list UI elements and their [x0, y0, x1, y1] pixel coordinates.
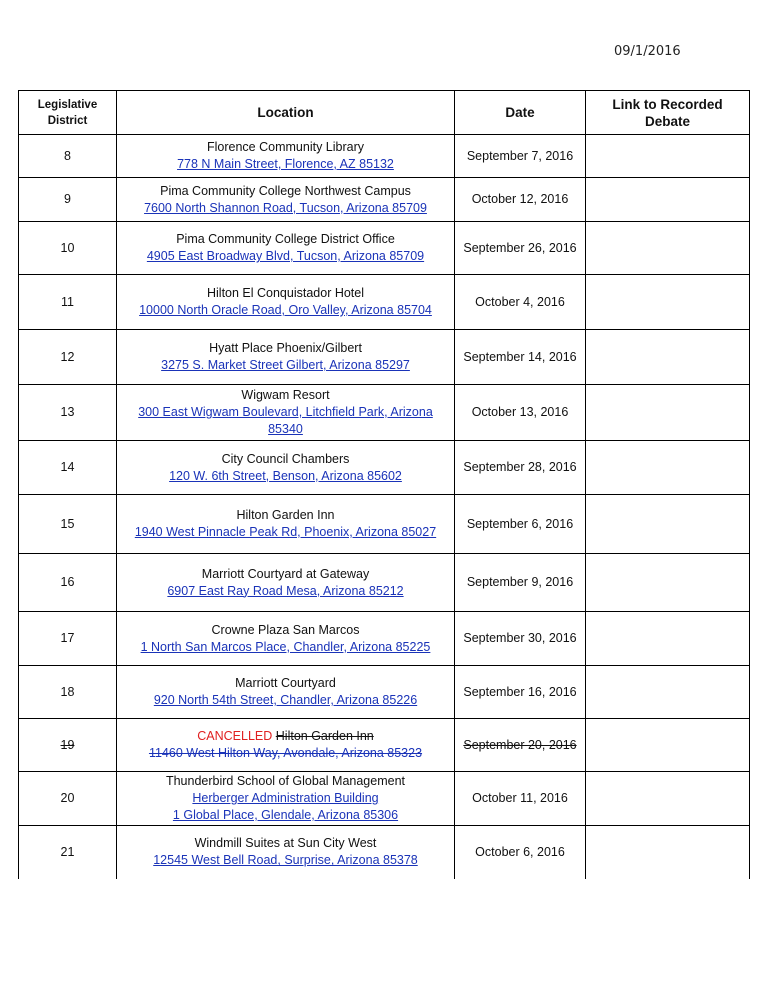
debate-schedule-table [18, 90, 750, 879]
location-cell [117, 826, 455, 879]
table-header-row [19, 91, 750, 135]
date-cell: October 13, 2016 [455, 385, 586, 441]
table-row [19, 441, 750, 495]
date-cell: September 7, 2016 [455, 135, 586, 178]
district-cell: 18 [19, 666, 117, 719]
district-cell: 20 [19, 772, 117, 826]
date-cell: September 26, 2016 [455, 222, 586, 275]
location-cell [117, 666, 455, 719]
district-cell: 14 [19, 441, 117, 495]
link-cell [586, 772, 750, 826]
date-cell: October 12, 2016 [455, 178, 586, 222]
district-cell: 11 [19, 275, 117, 330]
district-cell: 15 [19, 495, 117, 554]
location-cell [117, 222, 455, 275]
district-cell: 17 [19, 612, 117, 666]
address-link[interactable]: 1 North San Marcos Place, Chandler, Arizona 85225 [140, 639, 431, 654]
date-cell: October 6, 2016 [455, 826, 586, 879]
venue-name: Marriott Courtyard [235, 676, 336, 690]
address-link[interactable]: 1940 West Pinnacle Peak Rd, Phoenix, Arizona 85027 [134, 525, 437, 539]
header-date: Date [455, 91, 586, 135]
link-cell [586, 495, 750, 554]
link-cell [586, 275, 750, 330]
date-cell: October 4, 2016 [455, 275, 586, 330]
district-cell: 12 [19, 330, 117, 385]
table-row [19, 612, 750, 666]
document-date: 09/1/2016 [614, 44, 681, 59]
link-cell [586, 135, 750, 178]
location-cell [117, 441, 455, 495]
table-row-cancelled [19, 719, 750, 772]
link-cell [586, 612, 750, 666]
table-row [19, 772, 750, 826]
table-row [19, 495, 750, 554]
venue-name: Windmill Suites at Sun City West [194, 836, 377, 851]
address-link[interactable]: Herberger Administration Building [192, 791, 379, 805]
link-cell [586, 385, 750, 441]
date-cell: September 16, 2016 [455, 666, 586, 719]
location-cell [117, 772, 455, 826]
date-cell: September 28, 2016 [455, 441, 586, 495]
venue-name: Pima Community College District Office [176, 232, 395, 246]
link-cell [586, 222, 750, 275]
address-link[interactable]: 7600 North Shannon Road, Tucson, Arizona 85709 [144, 200, 427, 215]
address-link[interactable]: 6907 East Ray Road Mesa, Arizona 85212 [167, 583, 404, 598]
location-cell [117, 385, 455, 441]
header-location: Location [117, 91, 455, 135]
district-cell: 19 [19, 719, 117, 772]
venue-name: Hyatt Place Phoenix/Gilbert [209, 341, 362, 355]
date-cell: October 11, 2016 [455, 772, 586, 826]
address-link[interactable]: 1 Global Place, Glendale, Arizona 85306 [172, 808, 399, 822]
location-cell [117, 719, 455, 772]
venue-name: Marriott Courtyard at Gateway [201, 566, 370, 581]
venue-name: Hilton Garden Inn [275, 729, 374, 743]
location-cell [117, 330, 455, 385]
location-cell [117, 495, 455, 554]
date-cell: September 20, 2016 [455, 719, 586, 772]
address-link[interactable]: 778 N Main Street, Florence, AZ 85132 [177, 157, 394, 171]
venue-name: Hilton Garden Inn [236, 508, 335, 522]
district-cell: 8 [19, 135, 117, 178]
table-row [19, 385, 750, 441]
link-cell [586, 719, 750, 772]
cancelled-label: CANCELLED [197, 729, 273, 743]
address-link[interactable]: 120 W. 6th Street, Benson, Arizona 85602 [169, 468, 402, 483]
link-cell [586, 178, 750, 222]
district-cell: 16 [19, 554, 117, 612]
address-link[interactable]: 300 East Wigwam Boulevard, Litchfield Park, Arizona 85340 [138, 405, 433, 436]
table-row [19, 135, 750, 178]
venue-name: Crowne Plaza San Marcos [211, 622, 360, 637]
link-cell [586, 666, 750, 719]
table-row [19, 178, 750, 222]
district-cell: 13 [19, 385, 117, 441]
table-row [19, 666, 750, 719]
table-row [19, 826, 750, 879]
venue-name: Hilton El Conquistador Hotel [206, 286, 365, 300]
location-cell [117, 178, 455, 222]
location-cell [117, 554, 455, 612]
date-cell: September 9, 2016 [455, 554, 586, 612]
venue-name: Florence Community Library [207, 140, 364, 154]
date-cell: September 6, 2016 [455, 495, 586, 554]
header-link: Link to Recorded Debate [586, 91, 750, 135]
location-cell [117, 275, 455, 330]
address-link[interactable]: 10000 North Oracle Road, Oro Valley, Arizona 85704 [139, 303, 432, 317]
table-row [19, 554, 750, 612]
link-cell [586, 826, 750, 879]
table-row [19, 330, 750, 385]
location-cell [117, 135, 455, 178]
district-cell: 21 [19, 826, 117, 879]
venue-name: Wigwam Resort [241, 388, 330, 402]
district-cell: 10 [19, 222, 117, 275]
address-link[interactable]: 920 North 54th Street, Chandler, Arizona 85226 [153, 693, 418, 707]
table-row [19, 275, 750, 330]
venue-name: City Council Chambers [221, 451, 350, 466]
venue-name: Thunderbird School of Global Management [165, 774, 406, 788]
link-cell [586, 554, 750, 612]
table-row [19, 222, 750, 275]
district-cell: 9 [19, 178, 117, 222]
link-cell [586, 330, 750, 385]
address-link[interactable]: 3275 S. Market Street Gilbert, Arizona 85297 [161, 358, 410, 372]
location-cell [117, 612, 455, 666]
address-link[interactable]: 11460 West Hilton Way, Avondale, Arizona 85323 [148, 746, 423, 760]
address-link[interactable]: 4905 East Broadway Blvd, Tucson, Arizona 85709 [146, 249, 425, 263]
header-district: Legislative District [19, 91, 117, 135]
date-cell: September 14, 2016 [455, 330, 586, 385]
address-link[interactable]: 12545 West Bell Road, Surprise, Arizona 85378 [153, 853, 418, 868]
link-cell [586, 441, 750, 495]
date-cell: September 30, 2016 [455, 612, 586, 666]
venue-name: Pima Community College Northwest Campus [160, 183, 411, 198]
